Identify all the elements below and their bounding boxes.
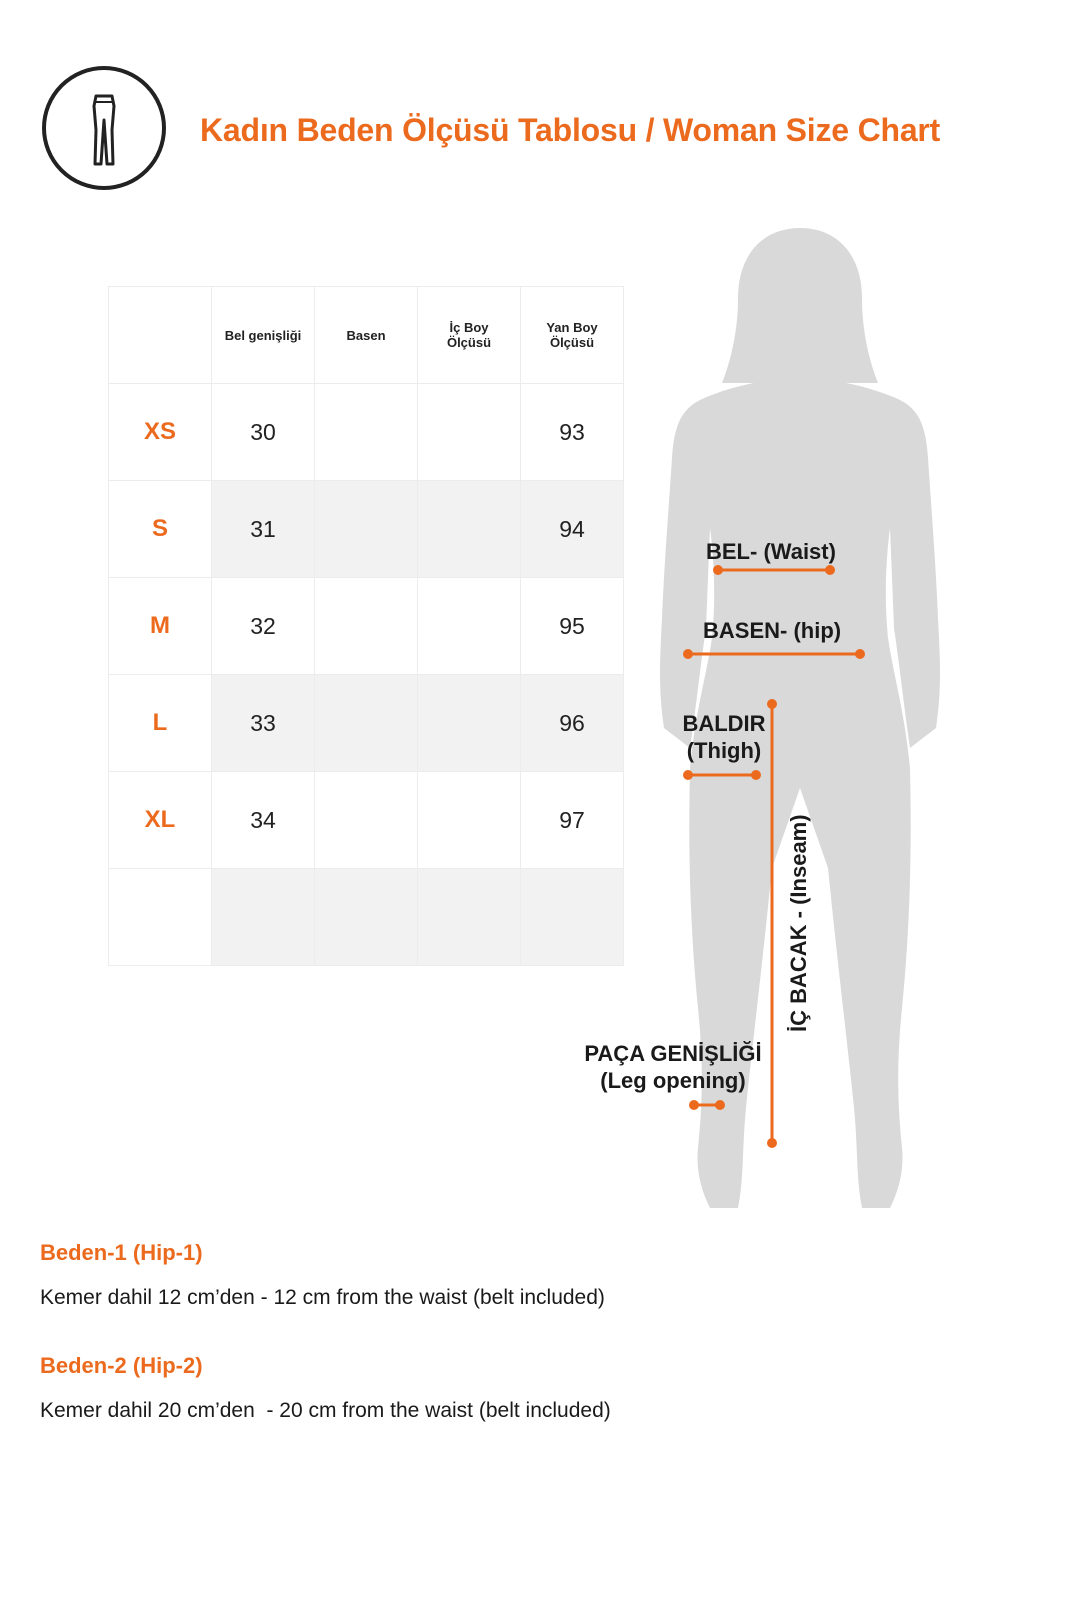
yan-boy-cell: 97 [521, 772, 624, 869]
logo-badge [42, 66, 166, 190]
bel-cell: 31 [212, 481, 315, 578]
bel-cell: 34 [212, 772, 315, 869]
inseam-label: İÇ BACAK - (Inseam) [786, 814, 811, 1032]
table-row [109, 675, 624, 772]
ic-boy-cell [418, 869, 521, 966]
basen-cell [315, 869, 418, 966]
size-cell [109, 869, 212, 966]
basen-cell [315, 384, 418, 481]
yan-boy-cell: 94 [521, 481, 624, 578]
size-cell: M [109, 578, 212, 675]
waist-label: BEL- (Waist) [706, 539, 836, 564]
table-row [109, 481, 624, 578]
table-row [109, 772, 624, 869]
leg-opening-label [570, 1040, 776, 1094]
thigh-label-line2: (Thigh) [686, 738, 762, 763]
basen-cell [315, 481, 418, 578]
basen-cell [315, 578, 418, 675]
size-cell: XL [109, 772, 212, 869]
yan-boy-cell: 93 [521, 384, 624, 481]
page-title: Kadın Beden Ölçüsü Tablosu / Woman Size Chart [200, 112, 941, 148]
table-row [109, 578, 624, 675]
table-row [109, 384, 624, 481]
ic-boy-cell [418, 772, 521, 869]
leg-opening-label-line1: PAÇA GENİŞLİĞİ [584, 1041, 762, 1066]
bel-cell: 32 [212, 578, 315, 675]
table-header-row [109, 287, 624, 384]
thigh-label-line1: BALDIR [682, 711, 766, 736]
hip-label: BASEN- (hip) [703, 618, 842, 643]
note-title-2: Beden-2 (Hip-2) [40, 1353, 203, 1378]
basen-cell [315, 675, 418, 772]
ic-boy-cell [418, 481, 521, 578]
column-header-yan-boy-label: Yan Boy Ölçüsü [546, 320, 598, 350]
size-cell: L [109, 675, 212, 772]
ic-boy-cell [418, 384, 521, 481]
note-title-1: Beden-1 (Hip-1) [40, 1240, 203, 1265]
bel-cell [212, 869, 315, 966]
size-cell: XS [109, 384, 212, 481]
column-header-ic-boy-label: İç Boy Ölçüsü [446, 320, 492, 350]
size-table [108, 286, 624, 966]
column-header-ic-boy [418, 287, 521, 384]
yan-boy-cell: 96 [521, 675, 624, 772]
basen-cell [315, 772, 418, 869]
bel-cell: 30 [212, 384, 315, 481]
column-header-size [109, 287, 212, 384]
ic-boy-cell [418, 675, 521, 772]
thigh-label [676, 710, 772, 764]
bel-cell: 33 [212, 675, 315, 772]
table-row [109, 869, 624, 966]
size-cell: S [109, 481, 212, 578]
yan-boy-cell [521, 869, 624, 966]
ic-boy-cell [418, 578, 521, 675]
column-header-bel: Bel genişliği [212, 287, 315, 384]
leggings-icon [46, 70, 162, 186]
column-header-basen: Basen [315, 287, 418, 384]
leg-opening-label-line2: (Leg opening) [600, 1068, 746, 1093]
yan-boy-cell: 95 [521, 578, 624, 675]
note-text-1: Kemer dahil 12 cm’den - 12 cm from the waist (belt included) [40, 1286, 605, 1309]
note-text-2: Kemer dahil 20 cm’den - 20 cm from the waist (belt included) [40, 1399, 611, 1422]
column-header-yan-boy [521, 287, 624, 384]
